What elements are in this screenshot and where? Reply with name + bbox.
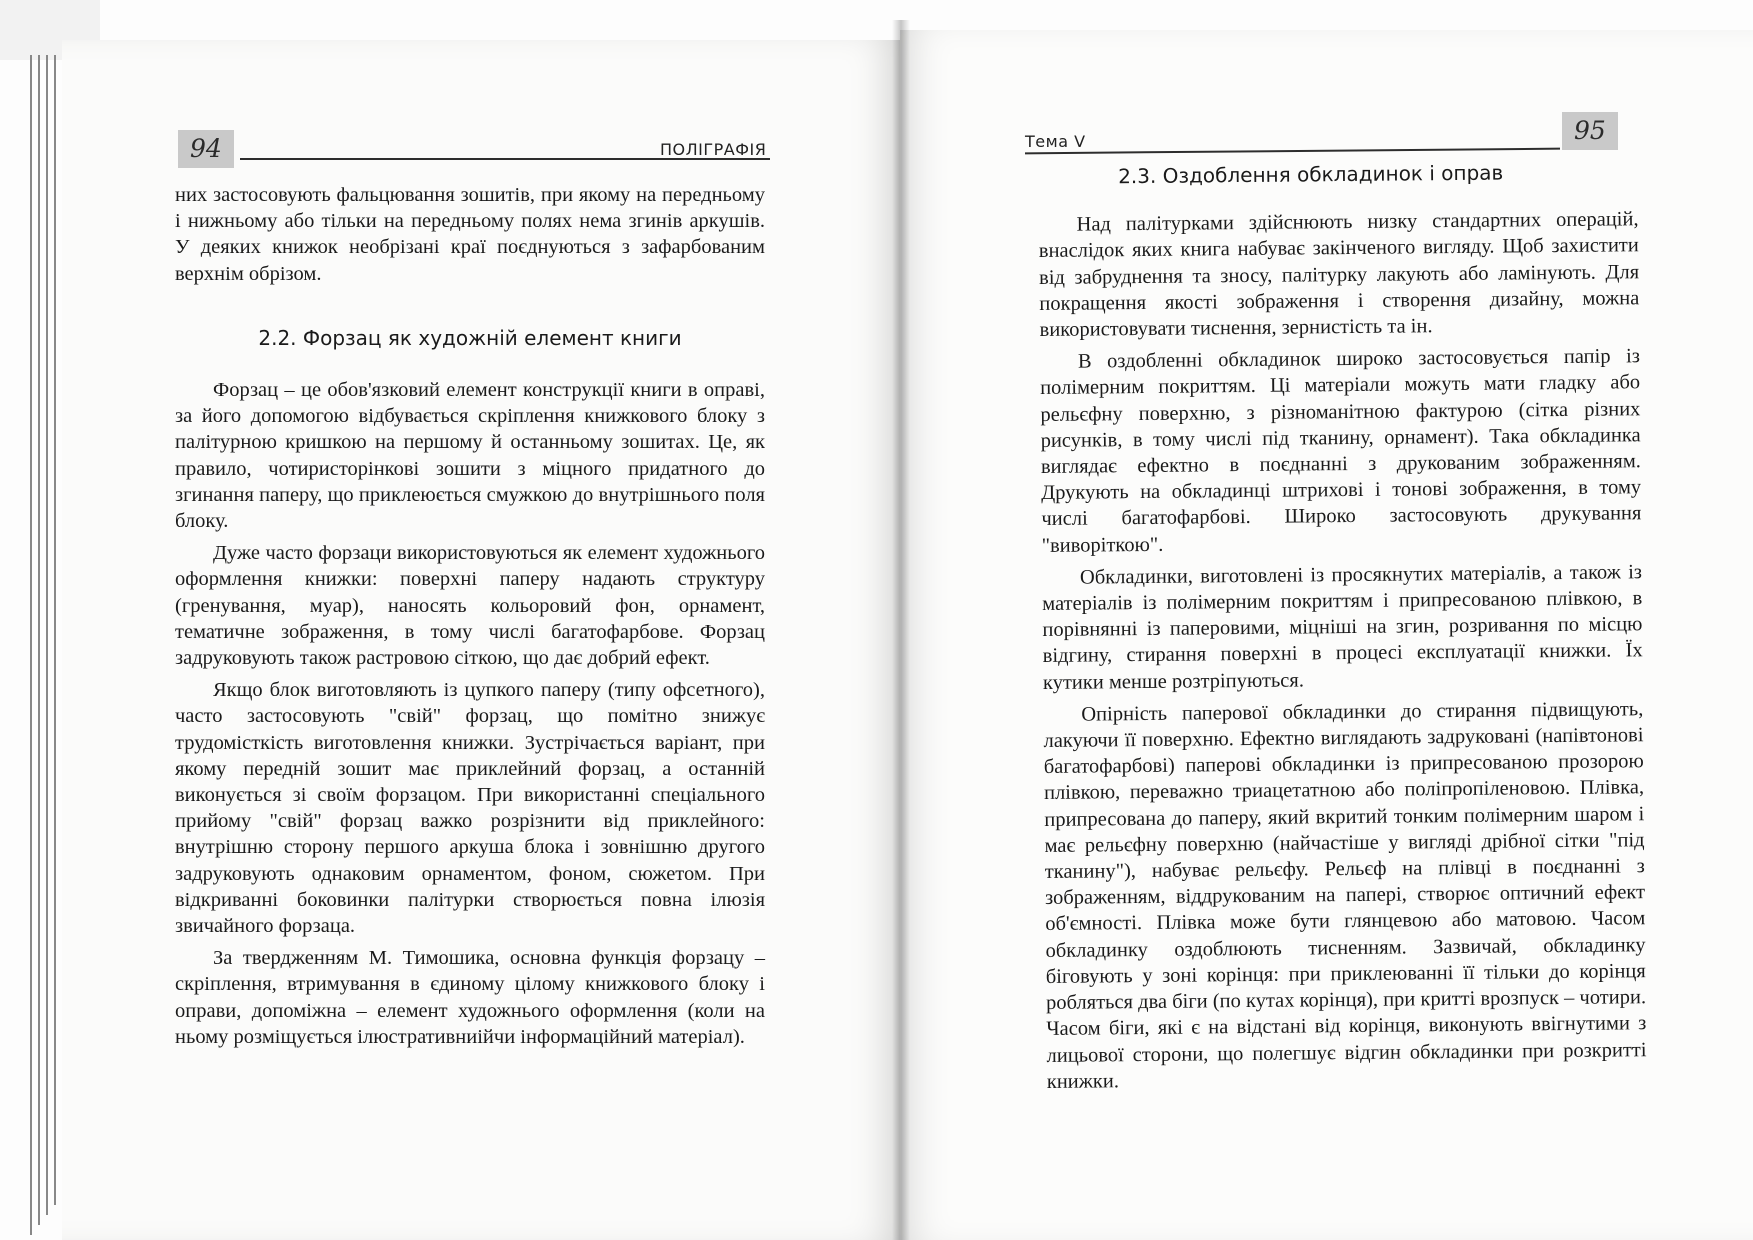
left-section-heading: 2.2. Форзац як художній елемент книги	[258, 325, 682, 350]
right-page-number: 95	[1562, 112, 1618, 150]
left-page-number: 94	[178, 130, 234, 168]
right-paragraph-4: Опірність паперової обкладинки до стирання підвищують, лакуючи її поверхню. Ефектно виглядають задруковані (напівтонові багатофарбові) паперові обкладинки із припресованою прозорою плівкою, переважно триацетатною або поліпропіленовою. Плівка, припресована до паперу, який вкритий тонким полімерним шаром і має рельєфну поверхню (найчастіше у вигляді дрібної сітки "під тканину"), набуває рельєфу. Рельєф на плівці в поєднанні з зображенням, віддрукованим на папері, створює оптичний ефект об'ємності. Плівка може бути глянцевою або матовою. Часом обкладинку оздоблюють тисненням. Зазвичай, обкладинку біговують у зоні корінця: при приклеюванні її тільки до корінця робляться два біги (по кутах корінця), при критті врозпуск – чотири. Часом біги, які є на відстані від корінця, виконують ввігнутими з лицьової сторони, що полегшує відгин обкладинки при розкритті книжки.	[1043, 698, 1647, 1093]
right-running-header: Тема V	[1025, 132, 1086, 151]
left-paragraph-2: Дуже часто форзаци використовуються як елемент художнього оформлення книжки: поверхні паперу надають структуру (гренування, муар), наносять кольоровий фон, орнамент, тематичне зображення, в тому числі багатофарбове. Форзац задруковують також растровою сіткою, що дає добрий ефект.	[175, 542, 765, 670]
right-text-column	[1038, 158, 1647, 1101]
left-paragraph-3: Якщо блок виготовляють із цупкого паперу (типу офсетного), часто застосовують "свій" форзац, що помітно знижує трудомісткість виготовлення книжки. Зустрічається варіант, при якому передній зошит має приклейний форзац, а останній виконується зі своїм форзацом. При використанні спеціального прийому "свій" форзац важко розрізнити від приклейного: внутрішню сторону першого аркуша блока і зовнішню другого задруковують однаковим орнаментом, фоном, сюжетом. При відкриванні боковинки палітурки створюється повна ілюзія звичайного форзаца.	[175, 679, 765, 938]
left-intro-paragraph: них застосовують фальцювання зошитів, при якому на передньому і нижньому або тільки на передньому полях нема згинів аркушів. У деяких книжок необрізані краї поєднуються з зафарбованим верхнім обрізом.	[175, 184, 765, 285]
book-gutter	[892, 20, 910, 1240]
left-running-header: ПОЛІГРАФІЯ	[660, 140, 767, 159]
left-paragraph-4: За твердженням М. Тимошика, основна функція форзацу – скріплення, втримування в єдиному цілому книжкового блоку і оправи, допоміжна – елемент художнього оформлення (коли на ньому розміщується ілюстративниійчи інформаційний матеріал).	[175, 947, 765, 1048]
left-paragraph-1: Форзац – це обов'язковий елемент конструкції книги в оправі, за його допомогою відбувається скріплення книжкового блоку з палітурною кришкою на першому й останньому зошитах. Це, як правило, чотиристорінкові зошити з міцного придатного до згинання паперу, що приклеюється смужкою до внутрішнього поля блоку.	[175, 379, 765, 533]
right-section-heading: 2.3. Оздоблення обкладинок і оправ	[1118, 160, 1504, 189]
right-paragraph-1: Над палітурками здійснюють низку стандартних операцій, внаслідок яких книга набуває закінченого вигляду. Щоб захистити від забруднення та зносу, палітурку лакують або ламінують. Для покращення якості зображення і створення дизайну, можна використовувати тиснення, зернистість та ін.	[1038, 208, 1640, 342]
page-edge	[38, 55, 40, 1225]
page-edge	[30, 55, 32, 1235]
right-paragraph-2: В оздобленні обкладинок широко застосовується папір із полімерним покриттям. Ці матеріали можуть мати гладку або рельєфну поверхню, з різноманітною фактурою (сітка різних рисунків, в тому числі під тканину, орнамент). Така обкладинка виглядає ефектно в поєднанні з друкованим зображенням. Друкують на обкладинці штрихові і тонові зображення, в тому числі багатофарбові. Широко застосовують друкування "виворіткою".	[1040, 345, 1642, 557]
right-paragraph-3: Обкладинки, виготовлені із просякнутих матеріалів, а також із матеріалів із полімерним покриттям і припресованою плівкою, в порівнянні із паперовими, міцніші на згин, розривання по місцю відгину, стирання поверхні в процесі експлуатації книжки. Їх кутики менше розтріпуються.	[1042, 561, 1643, 694]
page-edge	[54, 55, 56, 1205]
page-edge	[46, 55, 48, 1215]
left-text-column	[175, 182, 765, 1056]
